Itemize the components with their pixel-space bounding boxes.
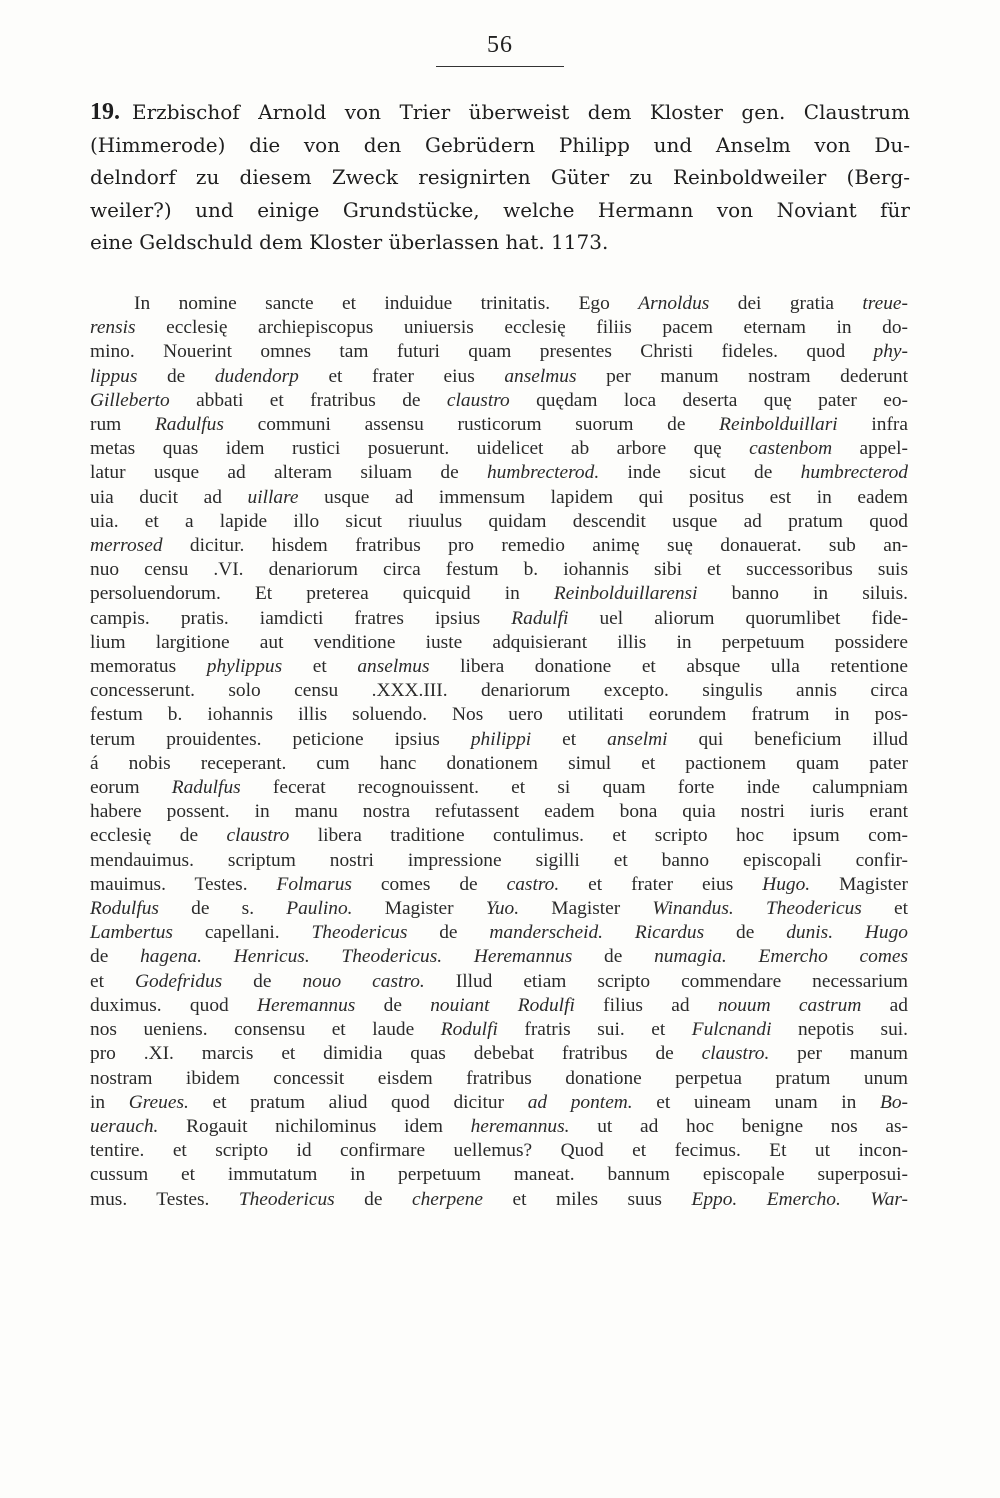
text-line: metas quas idem rustici posuerunt. uidelicet ab arbore quę castenbom appel- <box>90 438 908 460</box>
text-line: cussum et immutatum in perpetuum maneat. bannum episcopale superposui- <box>90 1164 908 1186</box>
text-line: concesserunt. solo censu .XXX.III. denariorum excepto. singulis annis circa <box>90 680 908 702</box>
heading-line: eine Geldschuld dem Kloster überlassen hat. 1173. <box>90 230 609 254</box>
text-line: nos ueniens. consensu et laude Rodulfi fratris sui. et Fulcnandi nepotis sui. <box>90 1019 909 1041</box>
text-line: mus. Testes. Theodericus de cherpene et miles suus Eppo. Emercho. War- <box>90 1188 909 1210</box>
text-line: ecclesię de claustro libera traditione contulimus. et scripto hoc ipsum com- <box>90 825 908 847</box>
text-line: Lambertus capellani. Theodericus de manderscheid. Ricardus de dunis. Hugo <box>90 922 908 944</box>
text-line: duximus. quod Heremannus de nouiant Rodulfi filius ad nouum castrum ad <box>90 994 908 1016</box>
text-line: tentire. et scripto id confirmare uellemus? Quod et fecimus. Et ut incon- <box>90 1140 908 1162</box>
text-line: lippus de dudendorp et frater eius anselmus per manum nostram dederunt <box>90 365 909 387</box>
text-line: campis. pratis. iamdicti fratres ipsius Radulfi uel aliorum quorumlibet fide- <box>90 607 908 629</box>
text-line: terum prouidentes. peticione ipsius philippi et anselmi qui beneficium illud <box>90 728 908 750</box>
page-number-rule <box>436 66 564 67</box>
text-line: in Greues. et pratum aliud quod dicitur ad pontem. et uineam unam in Bo- <box>90 1091 909 1113</box>
text-line: nuo censu .VI. denariorum circa festum b. iohannis sibi et successoribus suis <box>90 559 908 581</box>
text-line: pro .XI. marcis et dimidia quas debebat fratribus de claustro. per manum <box>90 1043 908 1065</box>
text-line: persoluendorum. Et preterea quicquid in Reinbolduillarensi banno in siluis. <box>90 583 908 605</box>
heading-line: weiler?) und einige Grundstücke, welche Hermann von Noviant für <box>90 197 910 222</box>
text-line: uerauch. Rogauit nichilominus idem heremannus. ut ad hoc benigne nos as- <box>90 1115 908 1137</box>
text-line: nostram ibidem concessit eisdem fratribus donatione perpetua pratum unum <box>90 1067 908 1089</box>
text-line: de hagena. Henricus. Theodericus. Heremannus de numagia. Emercho comes <box>90 946 909 968</box>
text-line: á nobis receperant. cum hanc donationem simul et pactionem quam pater <box>90 752 908 774</box>
page-number: 56 <box>487 32 513 58</box>
text-line: lium largitione aut venditione iuste adquisierant illis in perpetuum possidere <box>90 631 908 653</box>
document-number: 19. <box>90 99 120 125</box>
text-line: In nomine sancte et induidue trinitatis. Ego Arnoldus dei gratia treue- <box>134 293 909 314</box>
charter-text <box>90 292 908 1212</box>
text-line: et Godefridus de nouo castro. Illud etiam scripto commendare necessarium <box>90 970 908 992</box>
text-line: habere possent. in manu nostra refutassent eadem bona quia nostri iuris erant <box>90 801 908 823</box>
heading-text: Erzbischof Arnold von Trier überweist dem Kloster gen. Claustrum <box>132 100 910 124</box>
text-line: uia ducit ad uillare usque ad immensum lapidem qui positus est in eadem <box>90 486 908 508</box>
text-line: uia. et a lapide illo sicut riuulus quidam descendit usque ad pratum quod <box>90 510 908 532</box>
text-line: eorum Radulfus fecerat recognouissent. et si quam forte inde calumpniam <box>90 777 908 799</box>
text-line: memoratus phylippus et anselmus libera donatione et absque ulla retentione <box>90 656 908 678</box>
text-line: festum b. iohannis illis soluendo. Nos uero utilitati eorundem fratrum in pos- <box>90 704 908 726</box>
text-line: Rodulfus de s. Paulino. Magister Yuo. Magister Winandus. Theodericus et <box>90 898 909 920</box>
text-line: rensis ecclesię archiepiscopus uniuersis ecclesię filiis pacem eternam in do- <box>90 317 908 339</box>
text-line: mauimus. Testes. Folmarus comes de castro. et frater eius Hugo. Magister <box>90 873 908 895</box>
document-heading <box>90 96 910 259</box>
text-line: mino. Nouerint omnes tam futuri quam presentes Christi fideles. quod phy- <box>90 341 908 363</box>
heading-line: delndorf zu diesem Zweck resignirten Güter zu Reinboldweiler (Berg- <box>90 165 910 189</box>
text-line: mendauimus. scriptum nostri impressione sigilli et banno episcopali confir- <box>90 849 908 871</box>
heading-line <box>90 96 910 129</box>
text-line: merrosed dicitur. hisdem fratribus pro remedio animę suę donauerat. sub an- <box>90 535 908 557</box>
text-line: rum Radulfus communi assensu rusticorum suorum de Reinbolduillari infra <box>90 414 908 436</box>
heading-line: (Himmerode) die von den Gebrüdern Philipp und Anselm von Du- <box>90 132 910 157</box>
text-line: Gilleberto abbati et fratribus de claustro quędam loca deserta quę pater eo- <box>90 389 908 411</box>
text-line: latur usque ad alteram siluam de humbrecterod. inde sicut de humbrecterod <box>90 462 908 484</box>
